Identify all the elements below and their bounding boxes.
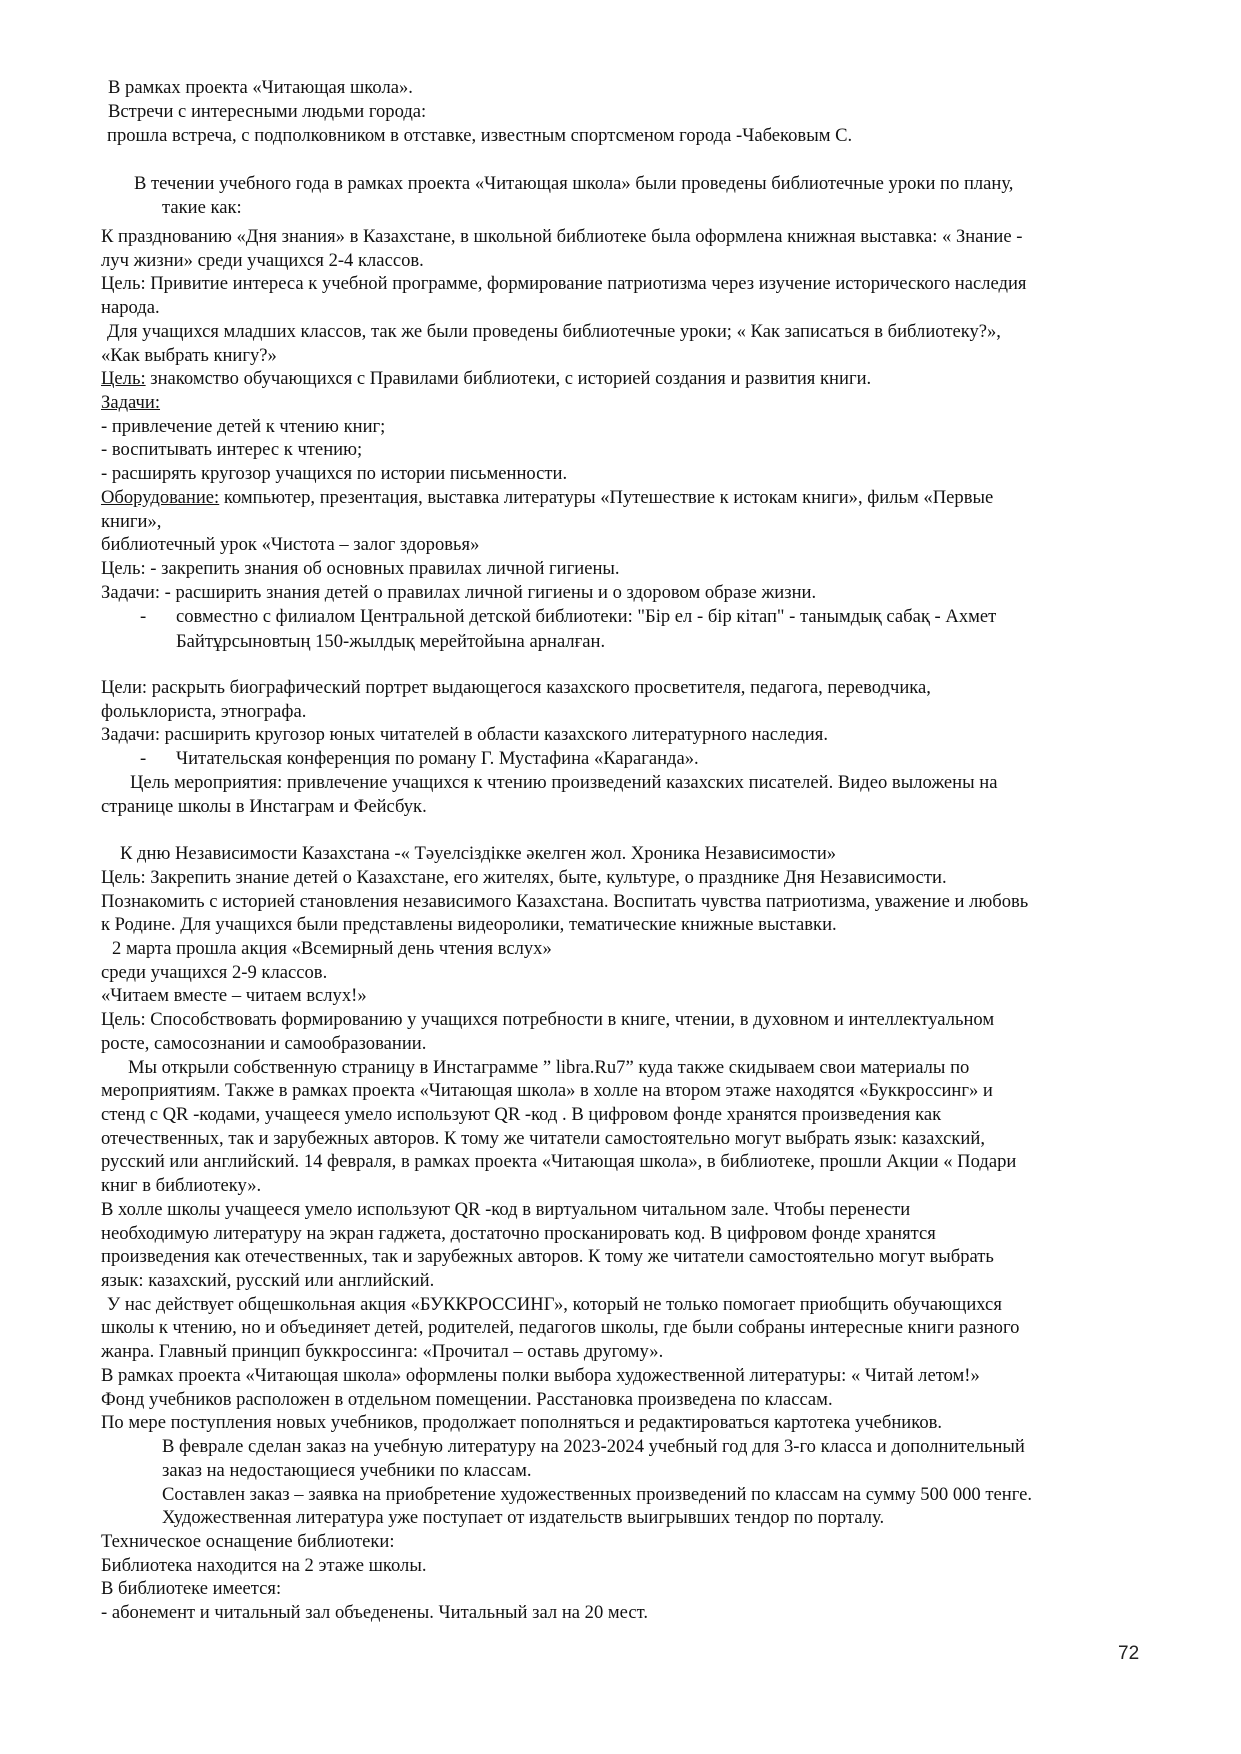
text-line: совместно с филиалом Центральной детской библиотеки: "Бір ел - бір кітап" - танымдық сабақ - Ахмет bbox=[176, 606, 997, 627]
text-line: К празднованию «Дня знания» в Казахстане, в школьной библиотеке была оформлена книжная выставка: « Знание - bbox=[101, 226, 1023, 247]
text-line: мероприятиям. Также в рамках проекта «Читающая школа» в холле на втором этаже находятся «Буккроссинг» и bbox=[101, 1080, 993, 1101]
text-line: Фонд учебников расположен в отдельном помещении. Расстановка произведена по классам. bbox=[101, 1389, 833, 1410]
text-line: 2 марта прошла акция «Всемирный день чтения вслух» bbox=[112, 938, 552, 959]
text-line: Цели: раскрыть биографический портрет выдающегося казахского просветителя, педагога, переводчика, bbox=[101, 677, 931, 698]
text-line: луч жизни» среди учащихся 2-4 классов. bbox=[101, 250, 424, 271]
equipment-label: Оборудование: bbox=[101, 487, 220, 508]
text-line: В феврале сделан заказ на учебную литературу на 2023-2024 учебный год для 3-го класса и дополнительный bbox=[162, 1436, 1025, 1457]
text-line: библиотечный урок «Чистота – залог здоровья» bbox=[101, 534, 480, 555]
text-line: Читательская конференция по роману Г. Мустафина «Караганда». bbox=[176, 748, 699, 769]
text-line: - воспитывать интерес к чтению; bbox=[101, 439, 363, 460]
text-line: Составлен заказ – заявка на приобретение художественных произведений по классам на сумму 500 000 тенге. bbox=[162, 1484, 1032, 1505]
text-line: Цель: Способствовать формированию у учащихся потребности в книге, чтении, в духовном и интеллектуальном bbox=[101, 1009, 995, 1030]
text-line: необходимую литературу на экран гаджета, достаточно просканировать код. В цифровом фонде хранятся bbox=[101, 1223, 936, 1244]
text-line: Цель мероприятия: привлечение учащихся к чтению произведений казахских писателей. Видео выложены на bbox=[130, 772, 998, 793]
text-line: прошла встреча, с подполковником в отставке, известным спортсменом города -Чабековым С. bbox=[107, 125, 853, 146]
text-line: школы к чтению, но и объединяет детей, родителей, педагогов школы, где были собраны интересные книги разного bbox=[101, 1317, 1020, 1338]
text-line: произведения как отечественных, так и зарубежных авторов. К тому же читатели самостоятельно могут выбрать bbox=[101, 1246, 994, 1267]
text-line: заказ на недостающиеся учебники по классам. bbox=[162, 1460, 532, 1481]
text-line: среди учащихся 2-9 классов. bbox=[101, 962, 328, 983]
text-line: фольклориста, этнографа. bbox=[101, 701, 307, 722]
text-line: Мы открыли собственную страницу в Инстаграмме ” libra.Ru7” куда также скидываем свои материалы по bbox=[128, 1057, 970, 1078]
goal-text: знакомство обучающихся с Правилами библиотеки, с историей создания и развития книги. bbox=[145, 368, 872, 389]
text-line bbox=[101, 486, 993, 509]
text-line: Художественная литература уже поступает от издательств выигрывших тендор по порталу. bbox=[162, 1507, 885, 1528]
text-line: Задачи: расширить кругозор юных читателей в области казахского литературного наследия. bbox=[101, 724, 828, 745]
goal-label: Цель: bbox=[101, 368, 146, 389]
tasks-heading: Задачи: bbox=[101, 392, 161, 413]
text-line: Цель: Привитие интереса к учебной программе, формирование патриотизма через изучение исторического наследия bbox=[101, 273, 1027, 294]
text-line: «Читаем вместе – читаем вслух!» bbox=[101, 985, 367, 1006]
text-line: Познакомить с историей становления независимого Казахстана. Воспитать чувства патриотизма, уважение и любовь bbox=[101, 891, 1029, 912]
text-line: книг в библиотеку». bbox=[101, 1175, 262, 1196]
text-line: По мере поступления новых учебников, продолжает пополняться и редактироваться картотека учебников. bbox=[101, 1412, 943, 1433]
text-line: такие как: bbox=[162, 197, 242, 218]
text-line: - привлечение детей к чтению книг; bbox=[101, 416, 386, 437]
text-line: жанра. Главный принцип буккроссинга: «Прочитал – оставь другому». bbox=[101, 1341, 664, 1362]
text-line: народа. bbox=[101, 297, 160, 318]
page-number: 72 bbox=[1118, 1643, 1140, 1664]
text-line: Цель: Закрепить знание детей о Казахстане, его жителях, быте, культуре, о празднике Дня Независимости. bbox=[101, 867, 947, 888]
text-line: «Как выбрать книгу?» bbox=[101, 345, 277, 366]
text-line: К дню Независимости Казахстана -« Тәуелсіздікке әкелген жол. Хроника Независимости» bbox=[120, 843, 837, 864]
text-line: В течении учебного года в рамках проекта «Читающая школа» были проведены библиотечные уроки по плану, bbox=[134, 173, 1014, 194]
text-line: В библиотеке имеется: bbox=[101, 1578, 282, 1599]
text-line: странице школы в Инстаграм и Фейсбук. bbox=[101, 796, 427, 817]
text-line: Библиотека находится на 2 этаже школы. bbox=[101, 1555, 427, 1576]
bullet-dash: - bbox=[140, 748, 147, 769]
text-line: язык: казахский, русский или английский. bbox=[101, 1270, 435, 1291]
text-line: книги», bbox=[101, 511, 162, 532]
text-line: Для учащихся младших классов, так же были проведены библиотечные уроки; « Как записаться в библиотеку?», bbox=[107, 321, 1001, 342]
text-line: В рамках проекта «Читающая школа» оформлены полки выбора художественной литературы: « Читай летом!» bbox=[101, 1365, 980, 1386]
text-line: русский или английский. 14 февраля, в рамках проекта «Читающая школа», в библиотеке, прошли Акции « Подари bbox=[101, 1151, 1017, 1172]
text-line: Цель: - закрепить знания об основных правилах личной гигиены. bbox=[101, 558, 620, 579]
text-line: У нас действует общешкольная акция «БУККРОССИНГ», который не только помогает приобщить обучающихся bbox=[107, 1294, 1002, 1315]
text-line: отечественных, так и зарубежных авторов. К тому же читатели самостоятельно могут выбрать язык: казахский, bbox=[101, 1128, 985, 1149]
text-line bbox=[101, 367, 871, 390]
text-line: - абонемент и читальный зал объеденены. Читальный зал на 20 мест. bbox=[101, 1602, 649, 1623]
text-line: Байтұрсыновтың 150-жылдық мерейтойына арналған. bbox=[176, 631, 606, 652]
text-line: В холле школы учащееся умело используют QR -код в виртуальном читальном зале. Чтобы перенести bbox=[101, 1199, 911, 1220]
text-line: росте, самосознании и самообразовании. bbox=[101, 1033, 427, 1054]
bullet-dash: - bbox=[140, 606, 147, 627]
text-line: к Родине. Для учащихся были представлены видеоролики, тематические книжные выставки. bbox=[101, 914, 837, 935]
text-line: Техническое оснащение библиотеки: bbox=[101, 1531, 395, 1552]
equipment-text: компьютер, презентация, выставка литературы «Путешествие к истокам книги», фильм «Первые bbox=[219, 487, 994, 508]
text-line: стенд с QR -кодами, учащееся умело используют QR -код . В цифровом фонде хранятся произведения как bbox=[101, 1104, 942, 1125]
text-line: Встречи с интересными людьми города: bbox=[108, 101, 427, 122]
text-line: Задачи: - расширить знания детей о правилах личной гигиены и о здоровом образе жизни. bbox=[101, 582, 817, 603]
text-line: В рамках проекта «Читающая школа». bbox=[108, 77, 413, 98]
text-line: - расширять кругозор учащихся по истории письменности. bbox=[101, 463, 568, 484]
